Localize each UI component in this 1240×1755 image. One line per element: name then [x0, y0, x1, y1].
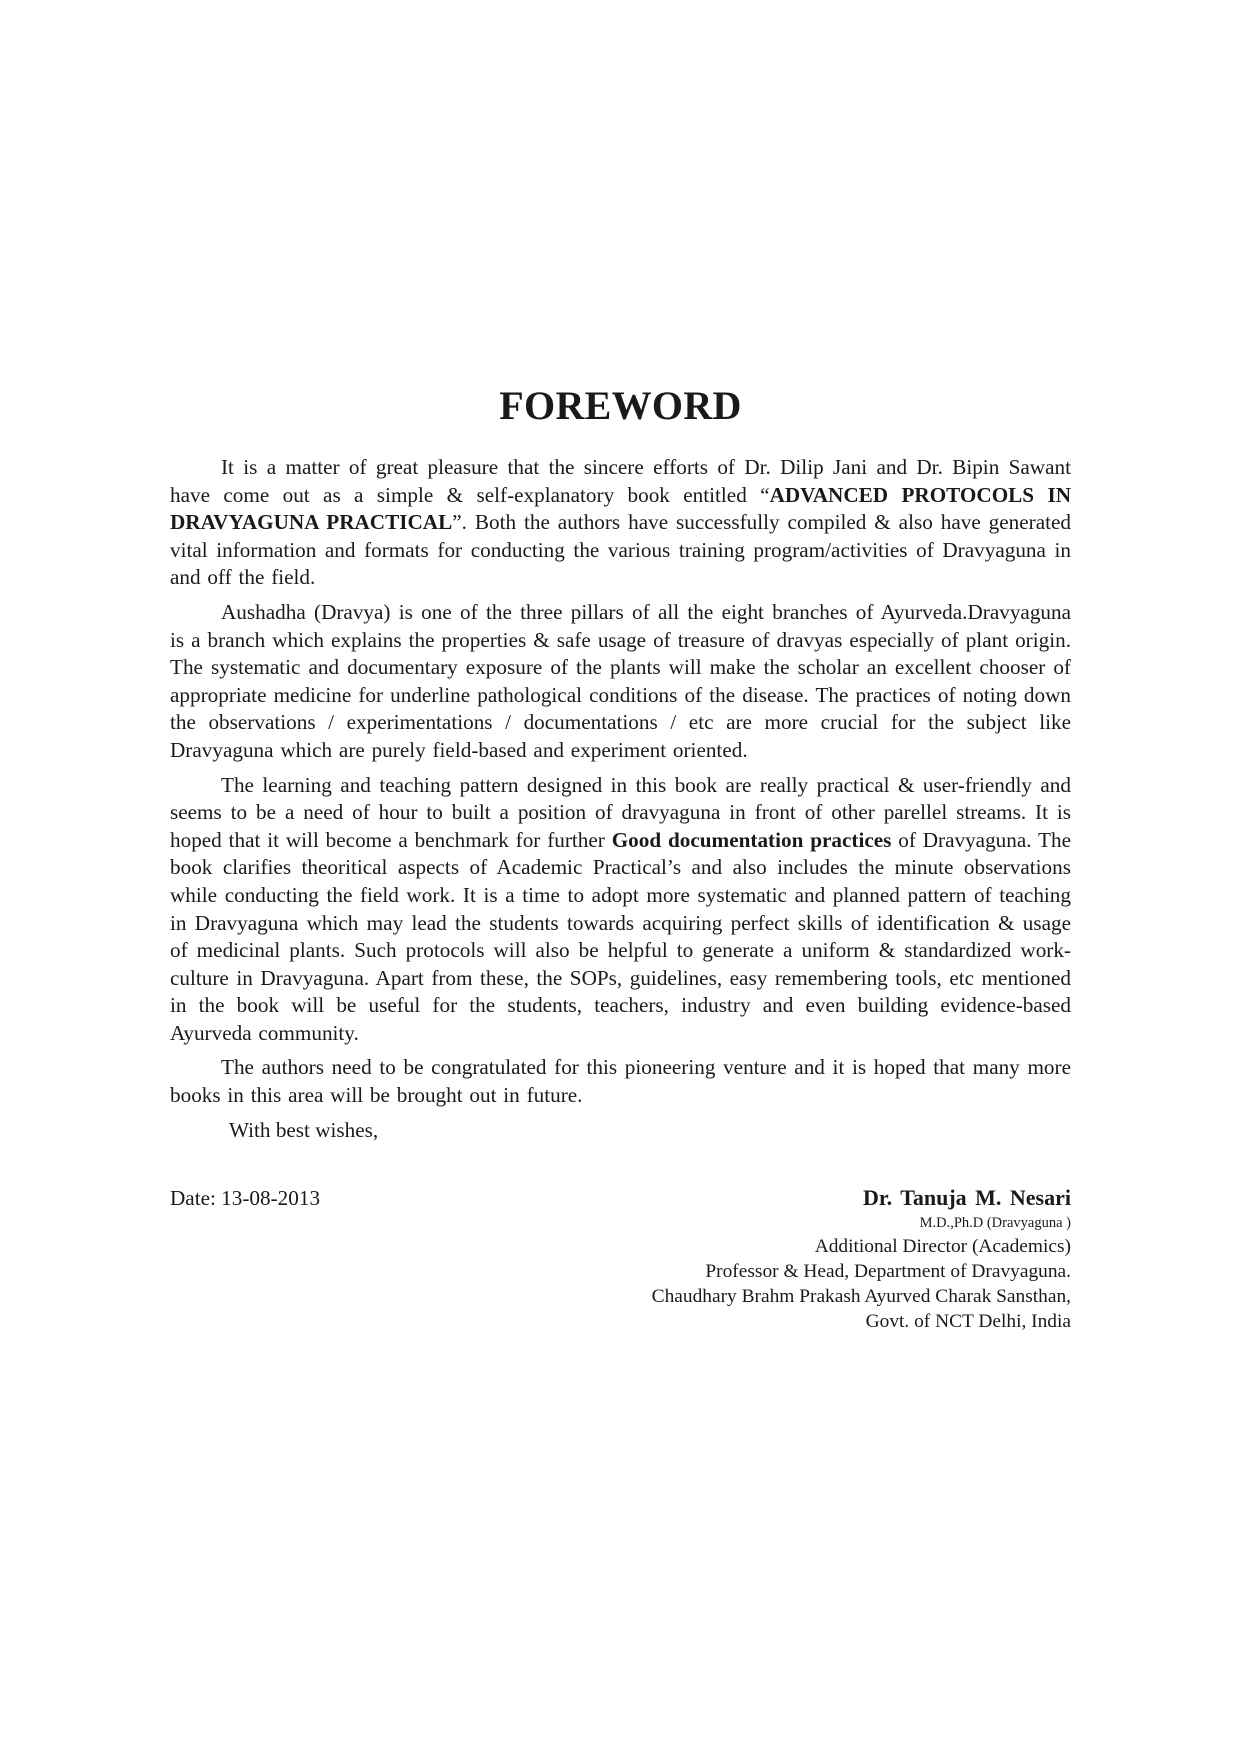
date: Date: 13-08-2013: [170, 1186, 321, 1211]
foreword-page: [170, 380, 1071, 1354]
page-title: FOREWORD: [499, 383, 742, 428]
signatory-institution: Chaudhary Brahm Prakash Ayurved Charak Sansthan,: [651, 1286, 1071, 1308]
book-title: ADVANCED PROTOCOLS IN DRAVYAGUNA PRACTICAL: [170, 482, 1072, 535]
paragraph-learning-text-start: The learning and teaching pattern designed in this book are really practical & user-friendly and seems to be a need of hour to built a position of dravyaguna in front of other parellel streams. It is hoped that it will become a benchmark for further: [170, 772, 1071, 852]
paragraph-intro: [170, 454, 1071, 592]
signature-block: [170, 1184, 1071, 1354]
paragraph-aushadha: Aushadha (Dravya) is one of the three pillars of all the eight branches of Ayurveda.Dravyaguna is a branch which explains the properties & safe usage of treasure of dravyas especially of plant origin. The systematic and documentary exposure of the plants will make the scholar an excellent chooser of appropriate medicine for underline pathological conditions of the disease. The practices of noting down the observations / experimentations / documentations / etc are more crucial for the subject like Dravyaguna which are purely field-based and experiment oriented.: [170, 599, 1071, 762]
signatory-location: Govt. of NCT Delhi, India: [865, 1311, 1071, 1333]
paragraph-intro-text-end: ”. Both the authors have successfully compiled & also have generated vital information and formats for conducting the various training program/activities of Dravyaguna in and off the field.: [170, 510, 1072, 590]
signatory-degree: M.D.,Ph.D (Dravyaguna ): [919, 1215, 1071, 1232]
closing-wishes: With best wishes,: [229, 1117, 379, 1142]
paragraph-congratulations: The authors need to be congratulated for this pioneering venture and it is hoped that many more books in this area will be brought out in future.: [170, 1055, 1071, 1108]
signatory: [652, 1184, 1071, 1334]
paragraph-learning-text-end: of Dravyaguna. The book clarifies theoritical aspects of Academic Practical’s and also includes the minute observations while conducting the field work. It is a time to adopt more systematic and planned pattern of teaching in Dravyaguna which may lead the students towards acquiring perfect skills of identification & usage of medicinal plants. Such protocols will also be helpful to generate a uniform & standardized work-culture in Dravyaguna. Apart from these, the SOPs, guidelines, easy remembering tools, etc mentioned in the book will be useful for the students, teachers, industry and even building evidence-based Ayurveda community.: [170, 827, 1071, 1045]
good-documentation-practices: Good documentation practices: [611, 827, 892, 852]
signatory-department: Professor & Head, Department of Dravyaguna.: [705, 1261, 1071, 1283]
paragraph-learning: [170, 772, 1071, 1048]
paragraph-intro-text-start: It is a matter of great pleasure that the sincere efforts of Dr. Dilip Jani and Dr. Bipin Sawant have come out as a simple & self-explanatory book entitled “: [170, 455, 1071, 507]
signatory-name: Dr. Tanuja M. Nesari: [862, 1185, 1071, 1211]
signatory-designation: Additional Director (Academics): [814, 1236, 1071, 1258]
